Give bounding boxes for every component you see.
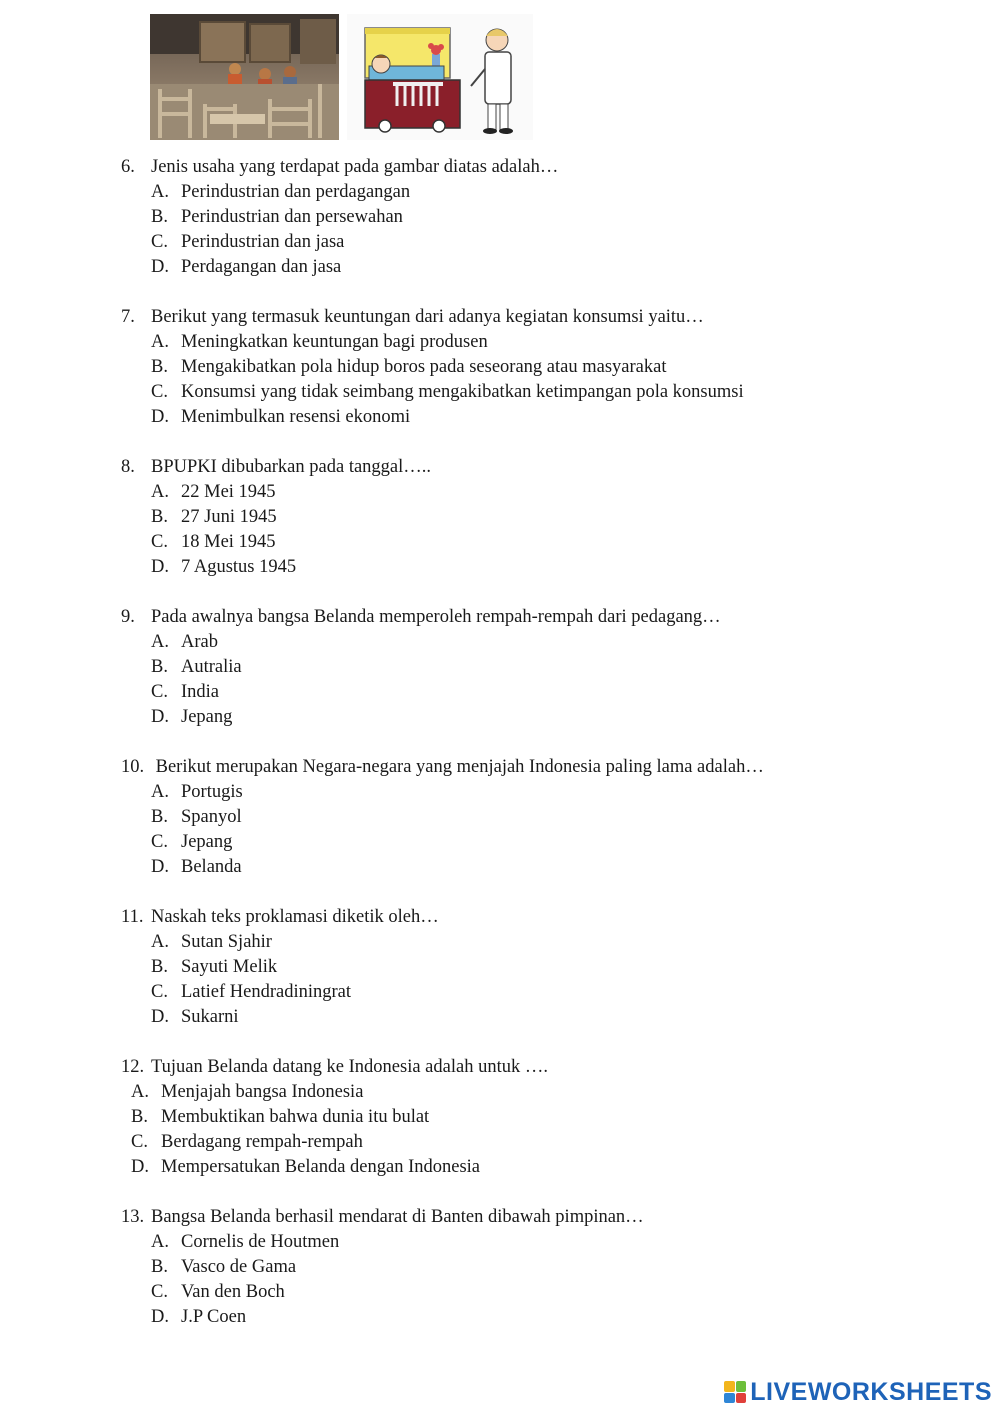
question-11	[121, 905, 439, 1030]
question-stem: 8. BPUPKI dibubarkan pada tanggal…..	[121, 457, 432, 477]
option-b[interactable]: B. Perindustrian dan persewahan	[151, 207, 403, 227]
question-8	[121, 455, 431, 580]
question-6	[121, 155, 558, 280]
question-stem: 6. Jenis usaha yang terdapat pada gambar diatas adalah…	[121, 157, 559, 177]
option-a[interactable]: A. Perindustrian dan perdagangan	[151, 182, 411, 202]
option-a[interactable]: A. Cornelis de Houtmen	[151, 1232, 340, 1252]
option-c[interactable]: C. Konsumsi yang tidak seimbang mengakibatkan ketimpangan pola konsumsi	[151, 382, 744, 402]
question-stem: 10. Berikut merupakan Negara-negara yang menjajah Indonesia paling lama adalah…	[121, 757, 764, 777]
hospital-doctor-cartoon	[347, 14, 533, 140]
option-d[interactable]: D. Sukarni	[151, 1007, 239, 1027]
option-d[interactable]: D. Perdagangan dan jasa	[151, 257, 342, 277]
option-c[interactable]: C. India	[151, 682, 220, 702]
option-c[interactable]: C. Latief Hendradiningrat	[151, 982, 352, 1002]
question-stem: 12. Tujuan Belanda datang ke Indonesia adalah untuk ….	[121, 1057, 548, 1077]
question-9	[121, 605, 721, 730]
option-b[interactable]: B. Vasco de Gama	[151, 1257, 297, 1277]
question-12	[121, 1055, 548, 1180]
option-d[interactable]: D. Menimbulkan resensi ekonomi	[151, 407, 411, 427]
option-c[interactable]: C. Berdagang rempah-rempah	[131, 1132, 363, 1152]
option-c[interactable]: C. Jepang	[151, 832, 233, 852]
option-d[interactable]: D. 7 Agustus 1945	[151, 557, 297, 577]
option-b[interactable]: B. Membuktikan bahwa dunia itu bulat	[131, 1107, 430, 1127]
question-stem: 13. Bangsa Belanda berhasil mendarat di Banten dibawah pimpinan…	[121, 1207, 644, 1227]
option-a[interactable]: A. Menjajah bangsa Indonesia	[131, 1082, 364, 1102]
option-d[interactable]: D. Jepang	[151, 707, 233, 727]
option-a[interactable]: A. Portugis	[151, 782, 243, 802]
question-stem: 7. Berikut yang termasuk keuntungan dari adanya kegiatan konsumsi yaitu…	[121, 307, 704, 327]
option-c[interactable]: C. Perindustrian dan jasa	[151, 232, 345, 252]
option-b[interactable]: B. Autralia	[151, 657, 242, 677]
option-b[interactable]: B. Sayuti Melik	[151, 957, 278, 977]
question-13	[121, 1205, 644, 1330]
logo-text: LIVEWORKSHEETS	[750, 1377, 992, 1406]
liveworksheets-logo[interactable]	[724, 1379, 992, 1405]
option-b[interactable]: B. Mengakibatkan pola hidup boros pada seseorang atau masyarakat	[151, 357, 667, 377]
question-10	[121, 755, 764, 880]
option-a[interactable]: A. Sutan Sjahir	[151, 932, 272, 952]
question-stem: 9. Pada awalnya bangsa Belanda memperoleh rempah-rempah dari pedagang…	[121, 607, 721, 627]
option-a[interactable]: A. Arab	[151, 632, 218, 652]
question-stem: 11. Naskah teks proklamasi diketik oleh…	[121, 907, 439, 927]
option-c[interactable]: C. Van den Boch	[151, 1282, 285, 1302]
option-d[interactable]: D. Belanda	[151, 857, 242, 877]
option-c[interactable]: C. 18 Mei 1945	[151, 532, 276, 552]
option-d[interactable]: D. J.P Coen	[151, 1307, 247, 1327]
option-b[interactable]: B. Spanyol	[151, 807, 242, 827]
option-a[interactable]: A. Meningkatkan keuntungan bagi produsen	[151, 332, 488, 352]
option-d[interactable]: D. Mempersatukan Belanda dengan Indonesia	[131, 1157, 481, 1177]
liveworksheets-logo-icon	[724, 1381, 746, 1403]
option-a[interactable]: A. 22 Mei 1945	[151, 482, 276, 502]
furniture-workshop-photo	[150, 14, 339, 140]
option-b[interactable]: B. 27 Juni 1945	[151, 507, 277, 527]
question-7	[121, 305, 744, 430]
